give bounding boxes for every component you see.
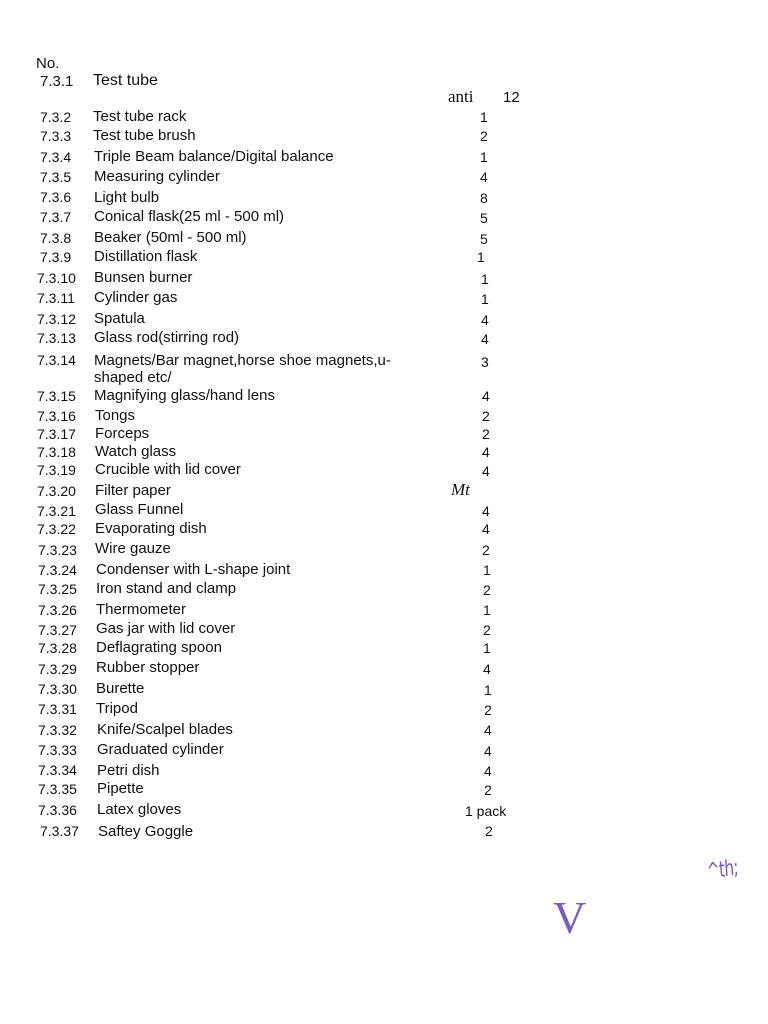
- row-item: Crucible with lid cover: [95, 461, 241, 478]
- handwritten-scribble: ^th;: [706, 855, 739, 885]
- row-number: 7.3.15: [37, 388, 76, 404]
- row-number: 7.3.36: [38, 802, 77, 818]
- row-number: 7.3.27: [38, 622, 77, 638]
- row-number: 7.3.11: [37, 290, 75, 306]
- handwritten-check-mark: V: [553, 892, 587, 943]
- row-item: Burette: [96, 680, 145, 697]
- row-quantity: 4: [484, 722, 492, 738]
- row-number: 7.3.29: [38, 661, 77, 677]
- row-quantity: 1: [481, 291, 489, 307]
- twelve-note: 12: [503, 89, 520, 106]
- row-quantity: 4: [481, 312, 489, 328]
- row-quantity: 2: [483, 582, 491, 598]
- row-number: 7.3.13: [37, 330, 76, 346]
- row-item: Triple Beam balance/Digital balance: [94, 148, 334, 165]
- row-item: Test tube brush: [93, 127, 196, 144]
- row-item: Wire gauze: [95, 540, 171, 557]
- row-number: 7.3.6: [40, 189, 72, 205]
- row-item: Measuring cylinder: [94, 168, 220, 185]
- row-item: Test tube: [93, 72, 158, 89]
- row-quantity: 2: [482, 408, 490, 424]
- row-item: Cylinder gas: [94, 289, 178, 306]
- row-quantity: 1: [484, 682, 492, 698]
- row-number: 7.3.10: [37, 270, 76, 286]
- row-item: Saftey Goggle: [98, 823, 194, 840]
- row-quantity: 1: [480, 109, 488, 125]
- row-number: 7.3.22: [37, 521, 76, 537]
- row-number: 7.3.17: [37, 426, 76, 442]
- row-number: 7.3.2: [40, 109, 72, 125]
- row-number: 7.3.24: [38, 562, 77, 578]
- row-item: Gas jar with lid cover: [96, 620, 236, 637]
- row-item: Spatula: [94, 310, 145, 327]
- row-item: Conical flask(25 ml - 500 ml): [94, 208, 285, 225]
- row-quantity: 4: [483, 661, 491, 677]
- row-quantity: 1: [483, 562, 491, 578]
- row-quantity: 3: [481, 354, 489, 370]
- row-item: Tripod: [96, 700, 138, 717]
- row-quantity: 1: [483, 640, 491, 656]
- row-number: 7.3.30: [38, 681, 77, 697]
- row-item: Thermometer: [96, 601, 187, 618]
- row-quantity: 4: [482, 444, 490, 460]
- row-number: 7.3.7: [40, 209, 72, 225]
- row-quantity: 2: [483, 622, 491, 638]
- row-quantity: 4: [482, 503, 490, 519]
- row-item: Bunsen burner: [94, 269, 193, 286]
- row-quantity: 2: [485, 823, 493, 839]
- row-quantity: 2: [484, 782, 492, 798]
- row-quantity: 2: [480, 128, 488, 144]
- row-item: Glass rod(stirring rod): [94, 329, 240, 346]
- row-number: 7.3.23: [38, 542, 77, 558]
- row-quantity: 4: [482, 388, 490, 404]
- row-item: Forceps: [95, 425, 150, 442]
- row-number: 7.3.31: [38, 701, 77, 717]
- row-quantity: 4: [484, 743, 492, 759]
- row-number: 7.3.34: [38, 762, 77, 778]
- row-item: Distillation flask: [94, 248, 198, 265]
- row-quantity: 1: [480, 149, 488, 165]
- row-quantity: 4: [482, 463, 490, 479]
- row-quantity: 2: [484, 702, 492, 718]
- row-number: 7.3.8: [40, 230, 72, 246]
- row-quantity: 5: [480, 231, 488, 247]
- row-item: Magnets/Bar magnet,horse shoe magnets,u-shaped etc/: [94, 352, 391, 386]
- row-number: 7.3.35: [38, 781, 77, 797]
- row-number: 7.3.14: [37, 352, 76, 368]
- row-number: 7.3.9: [40, 249, 72, 265]
- row-item: Latex gloves: [97, 801, 182, 818]
- row-item: Knife/Scalpel blades: [97, 721, 233, 738]
- row-item: Magnifying glass/hand lens: [94, 387, 275, 404]
- row-quantity: 1: [483, 602, 491, 618]
- row-item: Condenser with L-shape joint: [96, 561, 291, 578]
- anti-note: anti: [448, 87, 474, 106]
- row-number: 7.3.18: [37, 444, 76, 460]
- row-number: 7.3.26: [38, 602, 77, 618]
- row-number: 7.3.28: [38, 640, 77, 656]
- row-item: Petri dish: [97, 762, 160, 779]
- row-item: Light bulb: [94, 189, 160, 206]
- row-number: 7.3.33: [38, 742, 77, 758]
- row-quantity: 2: [482, 426, 490, 442]
- row-item: Tongs: [95, 407, 136, 424]
- row-number: 7.3.12: [37, 311, 76, 327]
- row-quantity: 4: [482, 521, 490, 537]
- row-quantity: 4: [480, 169, 488, 185]
- row-item: Filter paper: [95, 482, 171, 499]
- row-number: 7.3.37: [40, 823, 79, 839]
- row-number: 7.3.5: [40, 169, 72, 185]
- mt-note: Mt: [451, 480, 470, 499]
- row-item: Iron stand and clamp: [96, 580, 237, 597]
- row-quantity: 1 pack: [465, 803, 507, 819]
- row-number: 7.3.20: [37, 483, 76, 499]
- row-item: Watch glass: [95, 443, 177, 460]
- row-item: Glass Funnel: [95, 501, 184, 518]
- row-number: 7.3.32: [38, 722, 77, 738]
- row-item: Beaker (50ml - 500 ml): [94, 229, 247, 246]
- row-number: 7.3.21: [37, 503, 76, 519]
- row-number: 7.3.19: [37, 462, 76, 478]
- row-number: 7.3.16: [37, 408, 76, 424]
- row-quantity: 5: [480, 210, 488, 226]
- row-number: 7.3.25: [38, 581, 77, 597]
- row-number: 7.3.4: [40, 149, 72, 165]
- row-quantity: 8: [480, 190, 488, 206]
- row-item: Graduated cylinder: [97, 741, 224, 758]
- row-number: 7.3.3: [40, 128, 72, 144]
- row-quantity: 2: [482, 542, 490, 558]
- row-number: 7.3.1: [40, 73, 74, 90]
- row-item: Pipette: [97, 780, 144, 797]
- row-item: Deflagrating spoon: [96, 639, 222, 656]
- row-item: Rubber stopper: [96, 659, 200, 676]
- row-quantity: 1: [477, 249, 485, 265]
- row-quantity: 4: [481, 331, 489, 347]
- no-header: No.: [36, 55, 60, 72]
- row-quantity: 1: [481, 271, 489, 287]
- row-item: Evaporating dish: [95, 520, 207, 537]
- row-item: Test tube rack: [93, 108, 187, 125]
- row-quantity: 4: [484, 763, 492, 779]
